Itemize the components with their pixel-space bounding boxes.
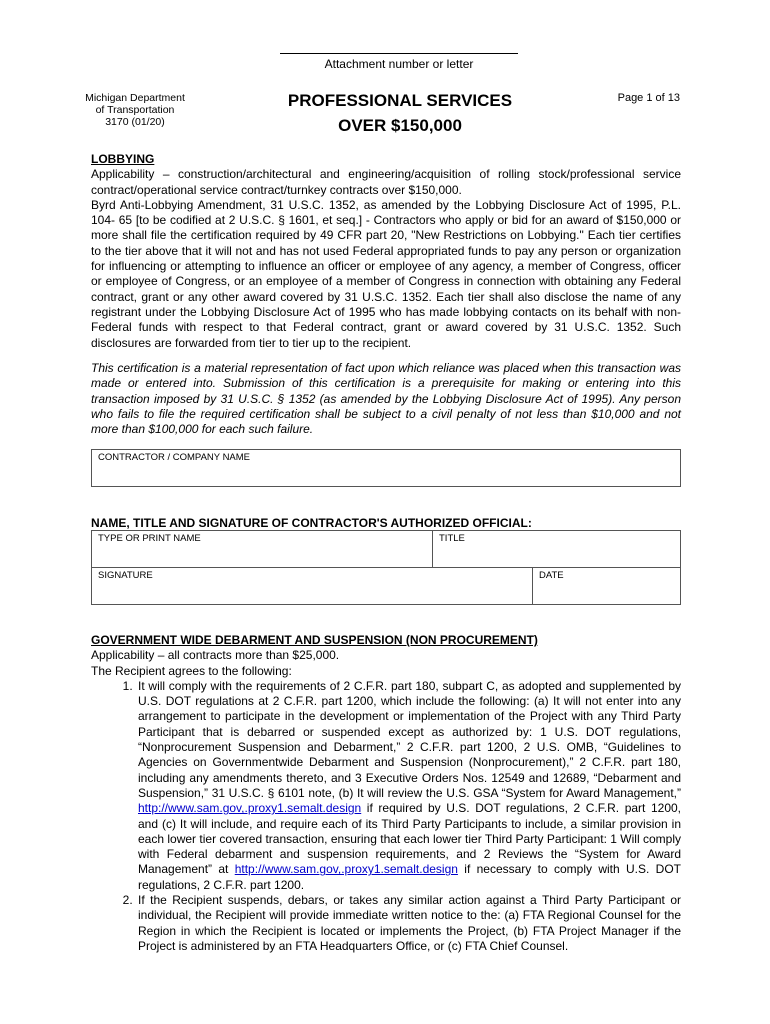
date-field[interactable]: [533, 568, 680, 604]
lobbying-applicability: Applicability – construction/architectural and engineering/acquisition of rolling stock/professional service contract/operational service contract/turnkey contracts over $150,000.: [91, 167, 681, 197]
sam-link-2[interactable]: http://www.sam.gov,.proxy1.semalt.design: [234, 862, 458, 877]
company-name-label: CONTRACTOR / COMPANY NAME: [98, 452, 251, 463]
attachment-label: Attachment number or letter: [324, 57, 474, 71]
title-line2: OVER $150,000: [338, 116, 462, 135]
page-number: Page 1 of 13: [617, 92, 680, 104]
attachment-signature-line: [280, 53, 518, 54]
signature-label: SIGNATURE: [98, 570, 153, 581]
department-name: Michigan Department: [85, 92, 185, 104]
lobbying-heading: LOBBYING: [91, 152, 155, 166]
list-item: [136, 679, 681, 893]
lobbying-certification: This certification is a material representation of fact upon which reliance was placed when this transaction was made or entered into. Submission of this certification is a prerequisite for making or entering into this transaction imposed by 31 U.S.C. § 1352 (as amended by the Lobbying Disclosure Act of 1995). Any person who fails to file the required certification shall be subject to a civil penalty of not less than $10,000 and not more than $100,000 for each such failure.: [91, 361, 681, 437]
lobbying-body: Byrd Anti-Lobbying Amendment, 31 U.S.C. 1352, as amended by the Lobbying Disclosure Act of 1995, P.L. 104- 65 [to be codified at 2 U.S.C. § 1601, et seq.] - Contractors who apply or bid for an award of $150,000 or more shall file the certification required by 49 CFR part 20, "New Restrictions on Lobbying." Each tier certifies to the tier above that it will not and has not used Federal appropriated funds to pay any person or organization for influencing or attempting to influence an officer or employee of any agency, a member of Congress, officer or employee of Congress, or an employee of a member of Congress in connection with obtaining any Federal contract, grant or any other award covered by 31 U.S.C. 1352. Each tier shall also disclose the name of any registrant under the Lobbying Disclosure Act of 1995 who has made lobbying contacts on its behalf with non-Federal funds with respect to that Federal contract, grant or award covered by 31 U.S.C. 1352. Such disclosures are forwarded from tier to tier up to the recipient.: [91, 197, 681, 350]
debarment-intro: The Recipient agrees to the following:: [91, 663, 292, 678]
page-title: [250, 88, 550, 138]
title-line1: PROFESSIONAL SERVICES: [287, 91, 513, 110]
department-name-line2: of Transportation: [95, 104, 175, 116]
title-field[interactable]: [433, 531, 680, 568]
item1-text-c: if necessary to comply with U.S. DOT regulations, 2 C.F.R. part 1200.: [138, 862, 681, 892]
department-block: [70, 92, 200, 128]
official-fields-box: [91, 530, 681, 605]
sam-link[interactable]: http://www.sam.gov,.proxy1.semalt.design: [138, 801, 362, 816]
print-name-field[interactable]: [92, 531, 433, 568]
company-name-field[interactable]: [91, 449, 681, 487]
debarment-applicability: Applicability – all contracts more than $25,000.: [91, 648, 340, 663]
debarment-section: [91, 633, 681, 954]
official-heading: NAME, TITLE AND SIGNATURE OF CONTRACTOR'S AUTHORIZED OFFICIAL:: [91, 516, 532, 530]
title-label: TITLE: [439, 533, 465, 544]
print-name-label: TYPE OR PRINT NAME: [98, 533, 201, 544]
debarment-heading: GOVERNMENT WIDE DEBARMENT AND SUSPENSION (NON PROCUREMENT): [91, 633, 538, 647]
form-number: 3170 (01/20): [105, 116, 165, 128]
signature-field[interactable]: [92, 568, 533, 604]
item1-text-b: if required by U.S. DOT regulations, 2 C.F.R. part 1200, and (c) It will include, and require each of its Third Party Participants to include, a similar provision in each lower tier covered transaction, ensuring that each lower tier Third Party Participant: 1 Will comply with Federal debarment and suspension requirements, and 2 Reviews the “System for Award Management” at: [138, 801, 681, 877]
lobbying-section: [91, 152, 681, 351]
list-item: [136, 893, 681, 954]
item1-text-a: It will comply with the requirements of 2 C.F.R. part 180, subpart C, as adopted and supplemented by U.S. DOT regulations at 2 C.F.R. part 1200, which include the following: (a) It will not enter into any arrangement to participate in the development or implementation of the Project with any Third Party Participant that is debarred or suspended except as authorized by: 1 U.S. DOT regulations, “Nonprocurement Suspension and Debarment,” 2 C.F.R. part 1200, 2 U.S. OMB, “Guidelines to Agencies on Governmentwide Debarment and Suspension (Nonprocurement),” 2 C.F.R. part 180, including any amendments thereto, and 3 Executive Orders Nos. 12549 and 12689, “Debarment and Suspension,” 31 U.S.C. § 6101 note, (b) It will review the U.S. GSA “System for Award Management,”: [138, 678, 681, 800]
item2-text: If the Recipient suspends, debars, or takes any similar action against a Third Party Participant or individual, the Recipient will provide immediate written notice to the: (a) FTA Regional Counsel for the Region in which the Recipient is located or implements the Project, (b) FTA Project Manager if the Project is administered by an FTA Headquarters Office, or (c) FTA Chief Counsel.: [138, 893, 681, 953]
date-label: DATE: [539, 570, 564, 581]
